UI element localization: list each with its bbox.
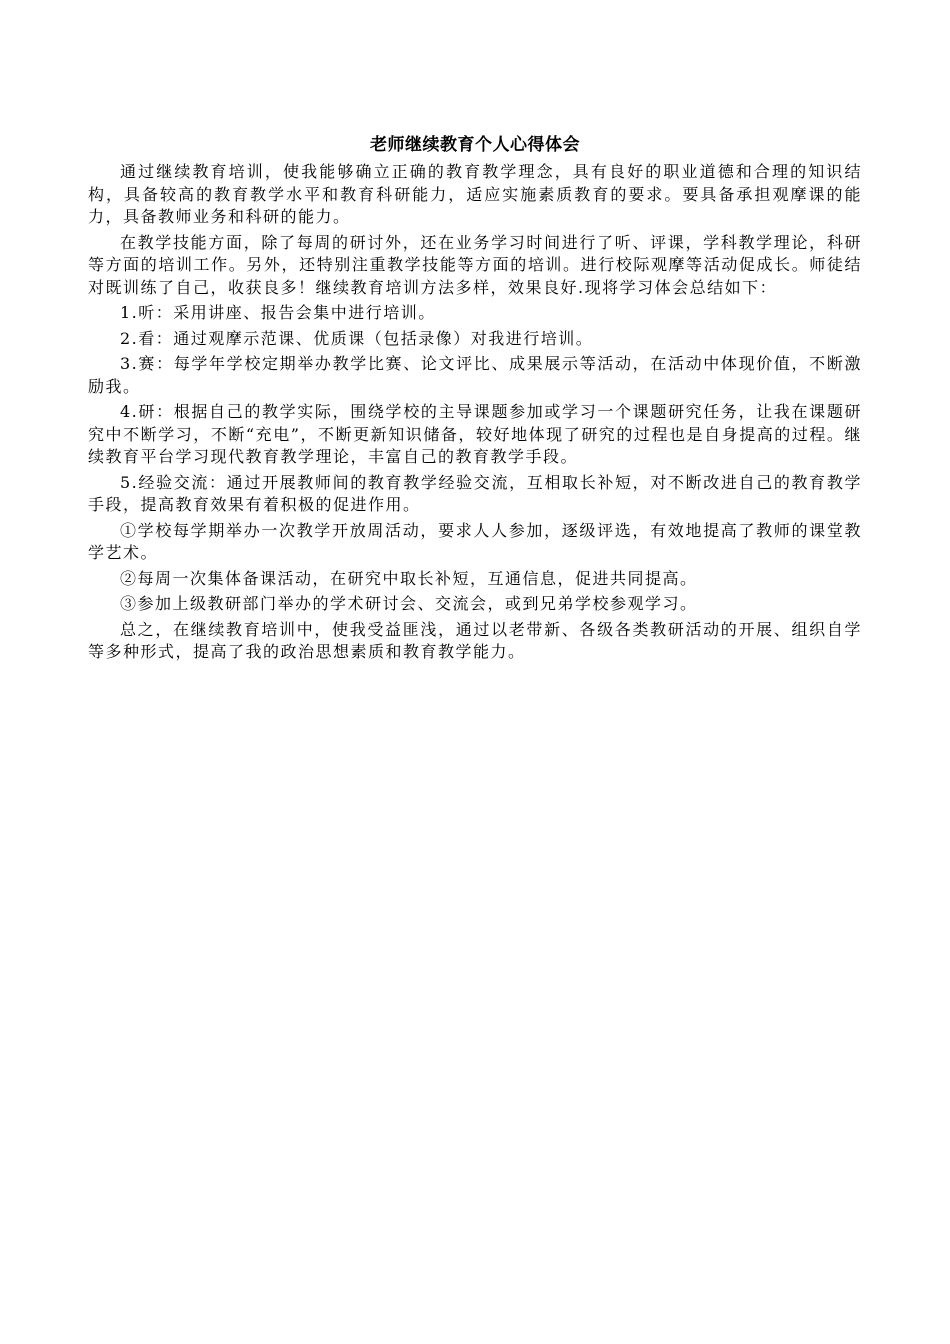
- list-item-listen: 1.听：采用讲座、报告会集中进行培训。: [120, 303, 436, 322]
- document-title: 老师继续教育个人心得体会: [370, 135, 580, 155]
- sub-item-seminars: ③参加上级教研部门举办的学术研讨会、交流会，或到兄弟学校参观学习。: [120, 594, 698, 613]
- paragraph-teaching-skills: 在教学技能方面，除了每周的研讨外，还在业务学习时间进行了听、评课，学科教学理论，科研等方面的培训工作。另外，还特别注重教学技能等方面的培训。进行校际观摩等活动促成长。师徒结对既训练了自己，收获良多！继续教育培训方法多样，效果良好.现将学习体会总结如下：: [88, 232, 862, 297]
- paragraph-intro: 通过继续教育培训，使我能够确立正确的教育教学理念，具有良好的职业道德和合理的知识结构，具备较高的教育教学水平和教育科研能力，适应实施素质教育的要求。要具备承担观摩课的能力，具备教师业务和科研的能力。: [88, 162, 862, 226]
- paragraph-conclusion: 总之，在继续教育培训中，使我受益匪浅，通过以老带新、各级各类教研活动的开展、组织自学等多种形式，提高了我的政治思想素质和教育教学能力。: [88, 619, 862, 661]
- list-item-experience-exchange: 5.经验交流：通过开展教师间的教育教学经验交流，互相取长补短，对不断改进自己的教育教学手段，提高教育效果有着积极的促进作用。: [88, 472, 862, 514]
- list-item-research: 4.研：根据自己的教学实际，围绕学校的主导课题参加或学习一个课题研究任务，让我在课题研究中不断学习，不断“充电”，不断更新知识储备，较好地体现了研究的过程也是自身提高的过程。继续教育平台学习现代教育教学理论，丰富自己的教育教学手段。: [88, 402, 862, 466]
- document-body: [88, 133, 862, 667]
- sub-item-group-lesson-prep: ②每周一次集体备课活动，在研究中取长补短，互通信息，促进共同提高。: [120, 568, 698, 588]
- list-item-watch: 2.看：通过观摩示范课、优质课（包括录像）对我进行培训。: [120, 328, 594, 348]
- sub-item-open-week: ①学校每学期举办一次教学开放周活动，要求人人参加，逐级评选，有效地提高了教师的课堂教学艺术。: [88, 520, 862, 562]
- list-item-compete: 3.赛：每学年学校定期举办教学比赛、论文评比、成果展示等活动，在活动中体现价值，不断激励我。: [88, 354, 862, 396]
